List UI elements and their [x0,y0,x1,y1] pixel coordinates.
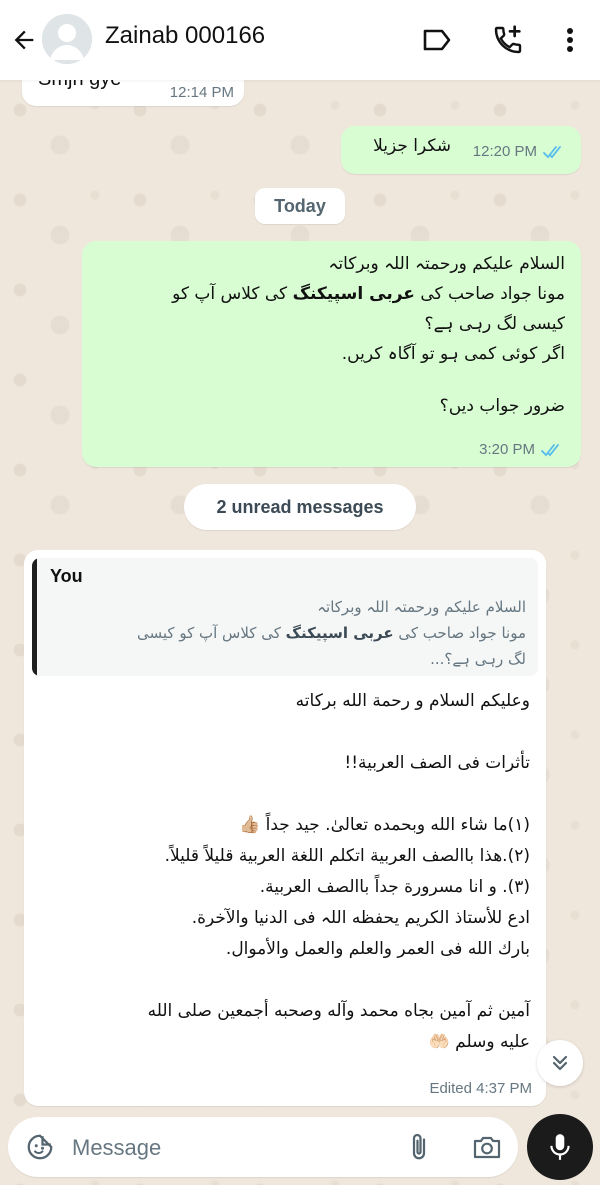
sticker-emoji-icon [25,1132,55,1162]
quote-sender: You [50,566,83,586]
label-button[interactable] [420,24,454,56]
quoted-message[interactable] [32,558,538,676]
message-line: السلام علیکم ورحمتہ اللہ وبرکاتہ [328,254,565,274]
date-divider: Today [255,188,345,224]
camera-button[interactable] [470,1131,504,1163]
message-line: ادع للأستاذ الكريم يحفظه اللہ فی الدنيا والآخرة. [191,908,530,928]
voice-message-button[interactable] [527,1114,593,1180]
chevron-double-down-icon [549,1052,571,1074]
message-input[interactable] [70,1127,384,1169]
message-meta [479,441,565,458]
message-line: وعلیکم السلام و رحمة الله برکاته [295,691,530,711]
more-vertical-icon [566,27,574,53]
attach-button[interactable] [404,1131,434,1163]
message-line: (١)ما شاء الله وبحمده تعالیٰ. جيد جداً 👍🏼 [239,815,530,835]
message-line: مونا جواد صاحب کی عربی اسپیکنگ کی کلاس آپ کو [172,284,565,304]
label-tag-icon [422,27,452,53]
praying-hands-emoji: 🤲🏻 [428,1032,450,1052]
message-time: 12:20 PM [472,143,537,160]
quote-text: السلام علیکم ورحمتہ اللہ وبرکاتہ مونا جواد صاحب کی عربی اسپیکنگ کی کلاس آپ کو کیسی لگ رہی ہے؟... [137,598,526,668]
message-text: شکرا جزیلا [373,136,451,156]
message-line: کیسی لگ رہی ہے؟ [424,314,565,334]
message-bubble-outgoing[interactable] [341,126,581,174]
message-body [98,249,565,421]
emoji-button[interactable] [24,1131,56,1163]
message-edited-time: Edited 4:37 PM [429,1080,532,1097]
message-line: تأثرات فی الصف العربية!! [344,753,530,773]
message-meta [473,143,567,160]
read-ticks-icon [541,443,565,457]
paperclip-icon [408,1132,430,1162]
contact-name[interactable]: Zainab 000166 [105,22,266,49]
message-bubble-incoming[interactable] [24,550,546,1106]
scroll-to-bottom-button[interactable] [537,1040,583,1086]
message-bubble-outgoing[interactable] [82,241,581,467]
message-line: (٣). و انا مسرورة جداً باالصف العربية. [259,877,530,897]
arrow-left-icon [10,26,38,54]
add-call-button[interactable] [490,22,526,58]
read-ticks-icon [543,145,567,159]
message-line: عليه وسلم 🤲🏻 [428,1032,530,1052]
message-composer [8,1117,518,1177]
more-options-button[interactable] [556,22,584,58]
message-time: 3:20 PM [479,441,535,458]
default-avatar-icon [42,14,92,64]
message-line: بارك الله فی العمر والعلم والعمل والأموال. [225,939,530,959]
message-time: 12:14 PM [169,84,234,101]
camera-icon [472,1134,502,1160]
avatar[interactable] [42,14,92,64]
message-body [40,686,530,1058]
thumbs-up-emoji: 👍🏼 [239,815,261,835]
microphone-icon [547,1132,573,1162]
add-call-icon [492,24,524,56]
message-line: (٢).هذا باالصف العربية اتكلم اللغة العربية قليلاً قليلاً. [164,846,530,866]
message-line: ضرور جواب دیں؟ [439,396,565,416]
quote-accent-bar [32,558,37,676]
message-line: آمين ثم آمين بجاه محمد وآله وصحبه أجمعين صلى الله [147,1001,530,1021]
back-button[interactable] [8,22,40,58]
chat-header [0,0,600,80]
unread-messages-divider: 2 unread messages [184,484,416,530]
message-line: اگر کوئی کمی ہو تو آگاہ کریں. [341,344,565,364]
